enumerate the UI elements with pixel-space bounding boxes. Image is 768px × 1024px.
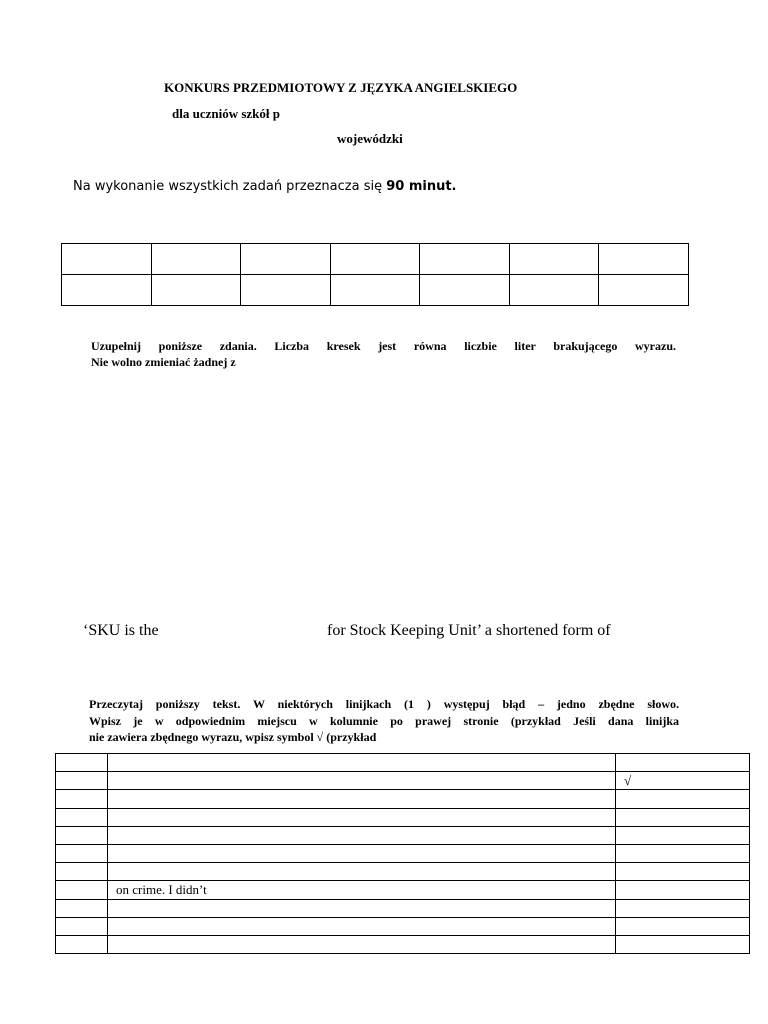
table-row	[56, 754, 750, 772]
score-cell	[241, 244, 331, 275]
table-row	[56, 844, 750, 862]
text-line-cell	[108, 844, 616, 862]
task2-instruction-line: Wpisz je w odpowiednim miejscu w kolumnie po prawej stronie (przykład Jeśli dana linijka	[89, 713, 679, 728]
line-number-cell	[56, 935, 108, 953]
answer-cell[interactable]	[616, 863, 750, 881]
text-line-cell: on crime. I didn’t	[108, 881, 616, 899]
text-line-cell	[108, 917, 616, 935]
score-cell	[420, 244, 510, 275]
table-row	[56, 899, 750, 917]
answer-cell[interactable]: √	[616, 772, 750, 790]
line-number-cell	[56, 899, 108, 917]
score-cell	[509, 275, 599, 306]
score-cell	[599, 275, 689, 306]
task2-instructions	[89, 696, 679, 746]
score-cell	[151, 244, 241, 275]
text-line-cell	[108, 899, 616, 917]
line-number-cell	[56, 826, 108, 844]
table-row	[56, 808, 750, 826]
text-line-cell	[108, 935, 616, 953]
text-line-cell	[108, 790, 616, 808]
task1-instructions	[91, 338, 676, 370]
answer-cell[interactable]	[616, 790, 750, 808]
answer-cell[interactable]	[616, 808, 750, 826]
score-cell	[151, 275, 241, 306]
line-number-cell	[56, 917, 108, 935]
task1-instruction-line: Uzupełnij poniższe zdania. Liczba kresek jest równa liczbie liter brakującego wyrazu.	[91, 339, 676, 353]
answer-cell[interactable]	[616, 826, 750, 844]
answer-cell[interactable]	[616, 754, 750, 772]
score-cell	[330, 275, 420, 306]
time-limit-value: 90 minut.	[386, 179, 457, 194]
text-line-cell	[108, 754, 616, 772]
line-number-cell	[56, 808, 108, 826]
score-cell	[62, 244, 152, 275]
line-number-cell	[56, 844, 108, 862]
table-row	[56, 863, 750, 881]
score-cell	[420, 275, 510, 306]
line-number-cell	[56, 881, 108, 899]
task1-instruction-line: Nie wolno zmieniać żadnej z	[91, 355, 236, 369]
score-cell	[62, 275, 152, 306]
score-cell	[509, 244, 599, 275]
text-line-cell	[108, 863, 616, 881]
table-row	[56, 826, 750, 844]
text-line-cell	[108, 772, 616, 790]
score-cell	[241, 275, 331, 306]
line-number-cell	[56, 790, 108, 808]
table-row	[56, 790, 750, 808]
answer-cell[interactable]	[616, 917, 750, 935]
task2-instruction-line: nie zawiera zbędnego wyrazu, wpisz symbol √ (przykład	[89, 730, 377, 744]
time-limit-note	[73, 179, 457, 194]
score-cell	[599, 244, 689, 275]
line-number-cell	[56, 754, 108, 772]
document-subtitle: dla uczniów szkół p	[172, 106, 280, 121]
text-line-cell	[108, 826, 616, 844]
answer-cell[interactable]	[616, 844, 750, 862]
text-line-cell	[108, 808, 616, 826]
answer-cell[interactable]	[616, 935, 750, 953]
document-title: KONKURS PRZEDMIOTOWY Z JĘZYKA ANGIELSKIEGO	[164, 80, 518, 95]
sku-sentence-end: for Stock Keeping Unit’ a shortened form of	[327, 622, 611, 639]
answer-cell[interactable]	[616, 899, 750, 917]
score-table-row	[62, 275, 689, 306]
score-table	[61, 243, 689, 306]
table-row	[56, 935, 750, 953]
competition-level: wojewódzki	[337, 131, 403, 146]
table-row	[56, 881, 750, 899]
table-row	[56, 917, 750, 935]
task2-instruction-line: Przeczytaj poniższy tekst. W niektórych linijkach (1 ) występuj błąd – jedno zbędne słowo.	[89, 697, 679, 711]
line-number-cell	[56, 772, 108, 790]
time-limit-text: Na wykonanie wszystkich zadań przeznacza się	[73, 179, 387, 194]
table-row	[56, 772, 750, 790]
sku-sentence-start: ‘SKU is the	[83, 622, 159, 639]
score-table-row	[62, 244, 689, 275]
score-cell	[330, 244, 420, 275]
line-number-cell	[56, 863, 108, 881]
answer-cell[interactable]	[616, 881, 750, 899]
error-correction-table	[55, 753, 750, 954]
